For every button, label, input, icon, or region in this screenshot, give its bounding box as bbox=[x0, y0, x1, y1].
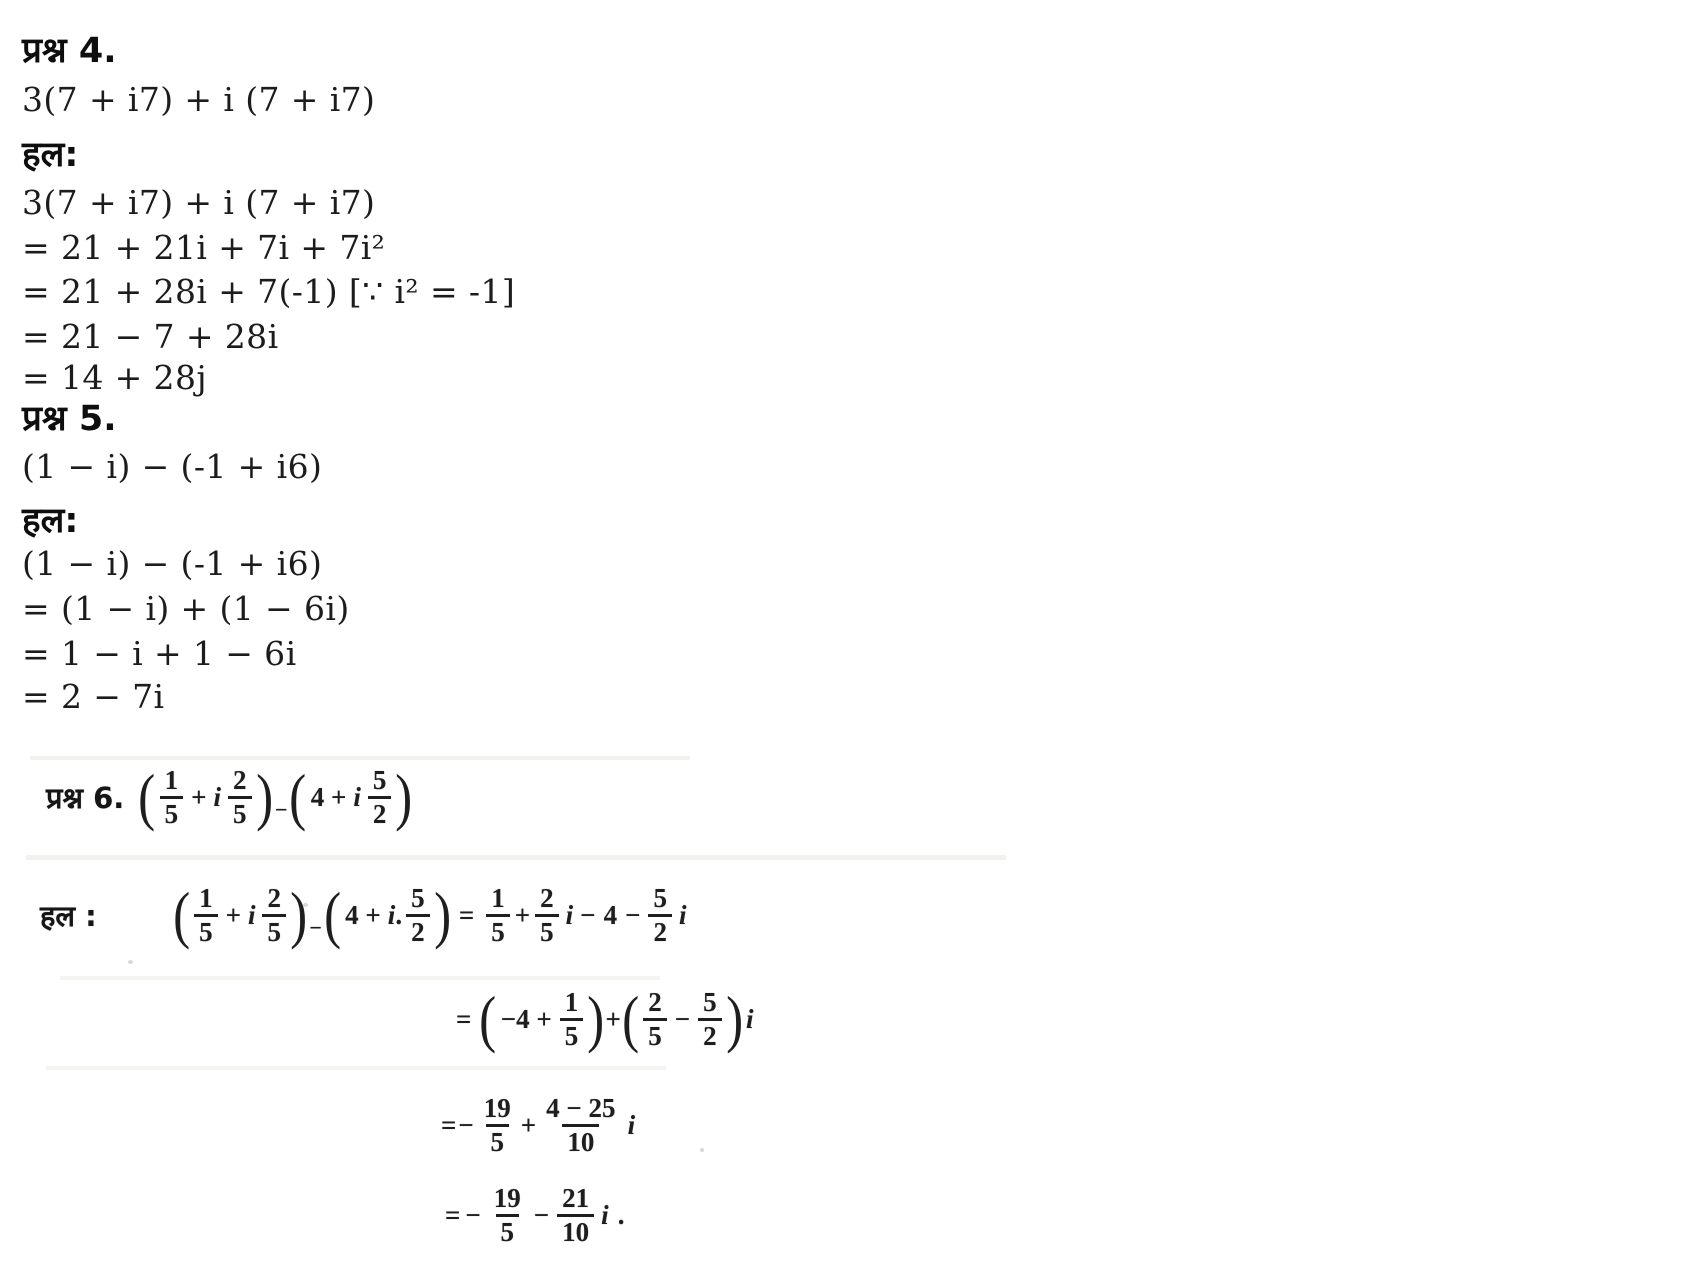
question-4-label: प्रश्न 4. bbox=[22, 31, 117, 71]
minus-sign: − bbox=[533, 1200, 550, 1231]
equals-sign: = bbox=[441, 1110, 457, 1141]
question-4-step: 3(7 + i7) + i (7 + i7) bbox=[22, 183, 376, 222]
fraction-denominator: 5 bbox=[262, 914, 286, 947]
open-paren: ( bbox=[479, 983, 497, 1055]
close-paren: ) bbox=[255, 761, 273, 833]
question-4-step: = 14 + 28j bbox=[22, 358, 207, 397]
question-6-solution-line bbox=[444, 1184, 624, 1247]
fraction-2-5 bbox=[643, 988, 667, 1051]
scan-artifact-band bbox=[46, 1066, 666, 1070]
minus-sign: − bbox=[580, 900, 596, 931]
fraction-2-5 bbox=[228, 766, 252, 829]
fraction-numerator: 19 bbox=[493, 1183, 521, 1213]
scan-artifact-band bbox=[30, 756, 690, 760]
fraction-1-5 bbox=[560, 988, 584, 1051]
scan-artifact-speck bbox=[128, 960, 133, 964]
imaginary-i: i bbox=[601, 1200, 609, 1231]
question-5-step: = 2 − 7i bbox=[22, 677, 165, 716]
question-5-step: = 1 − i + 1 − 6i bbox=[22, 634, 297, 673]
fraction-denominator: 5 bbox=[535, 914, 559, 947]
plus-sign: + bbox=[605, 1004, 621, 1035]
open-paren: ( bbox=[172, 879, 190, 951]
fraction-numerator: 1 bbox=[164, 765, 179, 795]
imaginary-i: i bbox=[565, 900, 574, 931]
minus-sign: − bbox=[465, 1200, 481, 1231]
fraction-denominator: 2 bbox=[406, 914, 430, 947]
equals-sign: = bbox=[458, 900, 475, 931]
fraction-numerator: 5 bbox=[411, 883, 425, 913]
imaginary-i: i bbox=[627, 1110, 636, 1141]
fraction-21-10 bbox=[557, 1184, 594, 1247]
fraction-5-2 bbox=[698, 988, 722, 1051]
fraction-numerator: 1 bbox=[491, 883, 505, 913]
close-paren: ) bbox=[587, 983, 605, 1055]
imaginary-i: i bbox=[353, 782, 361, 813]
fraction-denominator: 5 bbox=[160, 796, 184, 829]
fraction-numerator: 4 − 25 bbox=[546, 1093, 616, 1123]
question-5-solution-label: हल: bbox=[22, 501, 79, 541]
question-6-solution-line bbox=[440, 1094, 638, 1157]
open-paren: ( bbox=[138, 761, 156, 833]
minus-sign: − bbox=[309, 914, 322, 940]
close-paren: ) bbox=[290, 879, 308, 951]
close-paren: ) bbox=[433, 879, 451, 951]
question-6-solution-line bbox=[452, 983, 756, 1055]
dot: . bbox=[395, 900, 403, 931]
plus-sign: + bbox=[514, 900, 531, 931]
fraction-2-5 bbox=[535, 884, 559, 947]
minus-sign: − bbox=[274, 796, 288, 822]
term-4-plus: 4 + bbox=[345, 900, 381, 931]
plus-sign: + bbox=[520, 1110, 537, 1141]
fraction-numerator: 1 bbox=[564, 987, 579, 1017]
minus-sign: − bbox=[458, 1110, 474, 1141]
fraction-numerator: 2 bbox=[648, 987, 662, 1017]
fraction-4-minus-25-over-10 bbox=[541, 1094, 620, 1157]
period: . bbox=[617, 1200, 625, 1231]
question-6-solution-label: हल : bbox=[40, 899, 97, 934]
fraction-1-5 bbox=[486, 884, 510, 947]
imaginary-i: i bbox=[745, 1004, 754, 1035]
question-6-row bbox=[46, 761, 413, 833]
fraction-denominator: 5 bbox=[560, 1018, 584, 1051]
scan-artifact-band bbox=[26, 855, 1006, 860]
fraction-denominator: 5 bbox=[496, 1214, 520, 1247]
open-paren: ( bbox=[289, 761, 307, 833]
fraction-19-5 bbox=[489, 1184, 526, 1247]
fraction-denominator: 2 bbox=[698, 1018, 722, 1051]
fraction-numerator: 2 bbox=[233, 765, 247, 795]
fraction-denominator: 10 bbox=[557, 1214, 594, 1247]
question-4-step: = 21 + 28i + 7(-1) [∵ i² = -1] bbox=[22, 272, 516, 311]
number-4: 4 bbox=[603, 900, 618, 931]
fraction-numerator: 5 bbox=[653, 883, 667, 913]
scan-artifact-speck bbox=[700, 1148, 704, 1152]
fraction-numerator: 5 bbox=[703, 987, 717, 1017]
fraction-1-5 bbox=[194, 884, 218, 947]
plus-sign: + bbox=[191, 782, 207, 813]
fraction-1-5 bbox=[160, 766, 184, 829]
fraction-19-5 bbox=[479, 1094, 516, 1157]
question-5-step: = (1 − i) + (1 − 6i) bbox=[22, 589, 350, 628]
scan-artifact-band bbox=[60, 976, 660, 980]
imaginary-i: i bbox=[213, 782, 222, 813]
term-4-plus: 4 + bbox=[310, 782, 347, 813]
fraction-numerator: 19 bbox=[483, 1093, 511, 1123]
equals-sign: = bbox=[445, 1200, 461, 1231]
equals-sign: = bbox=[456, 1004, 472, 1035]
question-5-label: प्रश्न 5. bbox=[22, 399, 117, 439]
close-paren: ) bbox=[395, 761, 413, 833]
fraction-numerator: 21 bbox=[562, 1183, 590, 1213]
solution-expression bbox=[172, 879, 690, 951]
fraction-5-2 bbox=[368, 766, 392, 829]
plus-sign: + bbox=[225, 900, 241, 931]
fraction-5-2 bbox=[648, 884, 672, 947]
fraction-5-2 bbox=[406, 884, 430, 947]
fraction-denominator: 5 bbox=[643, 1018, 667, 1051]
fraction-2-5 bbox=[262, 884, 286, 947]
question-4-step: = 21 + 21i + 7i + 7i² bbox=[22, 228, 386, 267]
fraction-denominator: 2 bbox=[648, 914, 672, 947]
fraction-denominator: 10 bbox=[562, 1124, 599, 1157]
minus-sign: − bbox=[625, 900, 641, 931]
question-4-solution-label: हल: bbox=[22, 135, 79, 175]
fraction-numerator: 2 bbox=[540, 883, 554, 913]
minus-sign: − bbox=[674, 1004, 691, 1035]
imaginary-i: i bbox=[247, 900, 256, 931]
open-paren: ( bbox=[622, 983, 640, 1055]
fraction-denominator: 5 bbox=[486, 1124, 510, 1157]
question-6-solution-line bbox=[40, 879, 689, 951]
question-4-step: = 21 − 7 + 28i bbox=[22, 317, 279, 356]
question-5-step: (1 − i) − (-1 + i6) bbox=[22, 544, 323, 583]
question-4-expression: 3(7 + i7) + i (7 + i7) bbox=[22, 80, 376, 119]
fraction-denominator: 5 bbox=[228, 796, 252, 829]
question-5-expression: (1 − i) − (-1 + i6) bbox=[22, 447, 323, 486]
term-minus4-plus: −4 + bbox=[500, 1004, 552, 1035]
fraction-numerator: 1 bbox=[199, 883, 213, 913]
open-paren: ( bbox=[323, 879, 342, 951]
close-paren: ) bbox=[725, 983, 743, 1055]
imaginary-i: i bbox=[387, 900, 396, 931]
fraction-numerator: 2 bbox=[267, 883, 281, 913]
fraction-denominator: 2 bbox=[368, 796, 392, 829]
question-6-label: प्रश्न 6. bbox=[46, 781, 125, 816]
fraction-numerator: 5 bbox=[372, 765, 387, 795]
imaginary-i: i bbox=[678, 900, 687, 931]
fraction-denominator: 5 bbox=[486, 914, 510, 947]
fraction-denominator: 5 bbox=[194, 914, 218, 947]
